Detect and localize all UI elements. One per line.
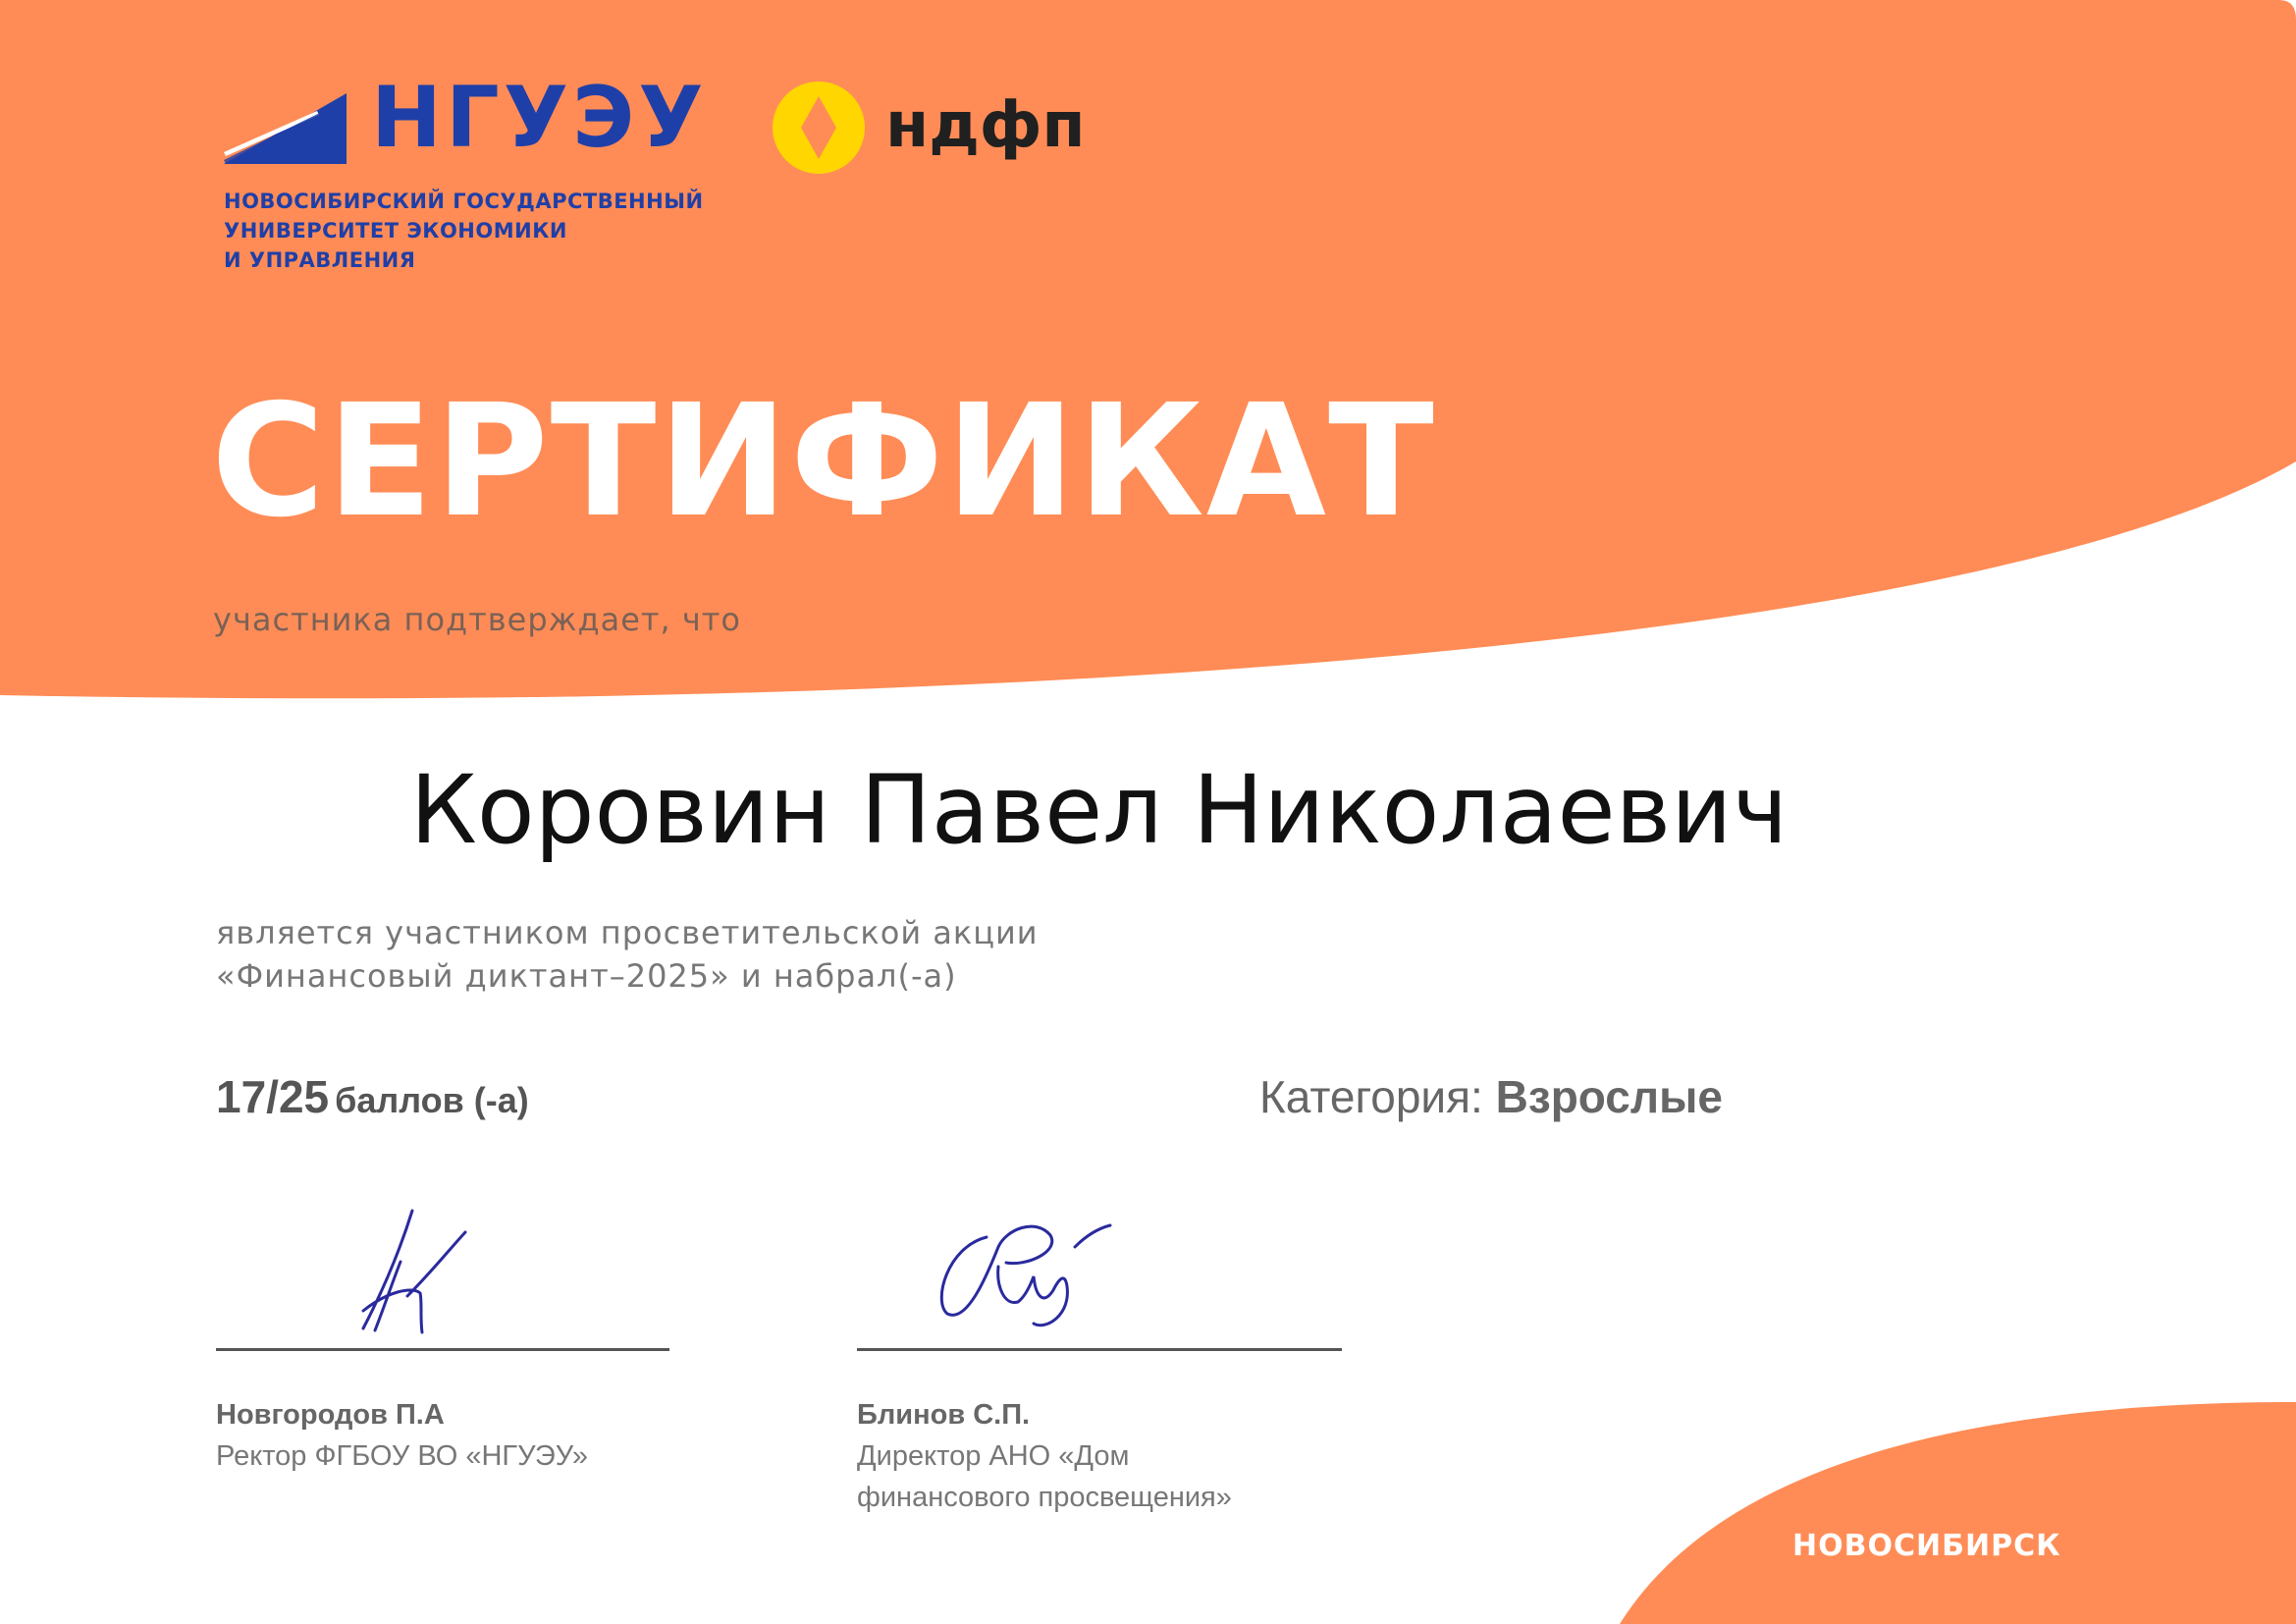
score <box>216 1070 529 1123</box>
confirmation-text: участника подтверждает, что <box>213 601 741 638</box>
participation-line: является участником просветительской акции <box>216 914 1039 951</box>
participant-name: Коровин Павел Николаевич <box>409 755 1789 865</box>
city-label: НОВОСИБИРСК <box>1792 1529 2061 1563</box>
certificate-title: СЕРТИФИКАТ <box>211 371 1436 552</box>
signer-1-name: Новгородов П.А <box>216 1399 445 1431</box>
nguey-full-name-line: И УПРАВЛЕНИЯ <box>224 248 416 272</box>
category-label: Категория: <box>1259 1071 1483 1122</box>
category-value: Взрослые <box>1495 1071 1723 1122</box>
score-unit: баллов (-а) <box>335 1080 529 1120</box>
signature-line-2 <box>857 1348 1342 1351</box>
signer-1-role <box>216 1435 588 1477</box>
participation-text <box>216 911 1039 998</box>
participation-line: «Финансовый диктант–2025» и набрал(-а) <box>216 957 957 995</box>
ndfp-logo-text: ндфп <box>885 89 1086 162</box>
signer-2-name: Блинов С.П. <box>857 1399 1031 1431</box>
signature-2 <box>928 1208 1124 1330</box>
signature-line-1 <box>216 1348 669 1351</box>
score-value: 17/25 <box>216 1071 330 1122</box>
nguey-logo-text: НГУЭУ <box>371 69 708 167</box>
signer-role-line: Ректор ФГБОУ ВО «НГУЭУ» <box>216 1440 588 1472</box>
bottom-orange-corner <box>1620 1402 2296 1624</box>
signature-1 <box>344 1203 481 1340</box>
nguey-full-name-line: УНИВЕРСИТЕТ ЭКОНОМИКИ <box>224 219 567 243</box>
signer-role-line: финансового просвещения» <box>857 1482 1232 1513</box>
signer-role-line: Директор АНО «Дом <box>857 1440 1130 1472</box>
nguey-full-name <box>224 187 704 275</box>
category <box>1259 1070 1723 1123</box>
nguey-full-name-line: НОВОСИБИРСКИЙ ГОСУДАРСТВЕННЫЙ <box>224 189 704 213</box>
nguey-logo-icon <box>224 93 347 164</box>
signer-2-role <box>857 1435 1232 1518</box>
ndfp-logo-icon <box>772 81 866 175</box>
